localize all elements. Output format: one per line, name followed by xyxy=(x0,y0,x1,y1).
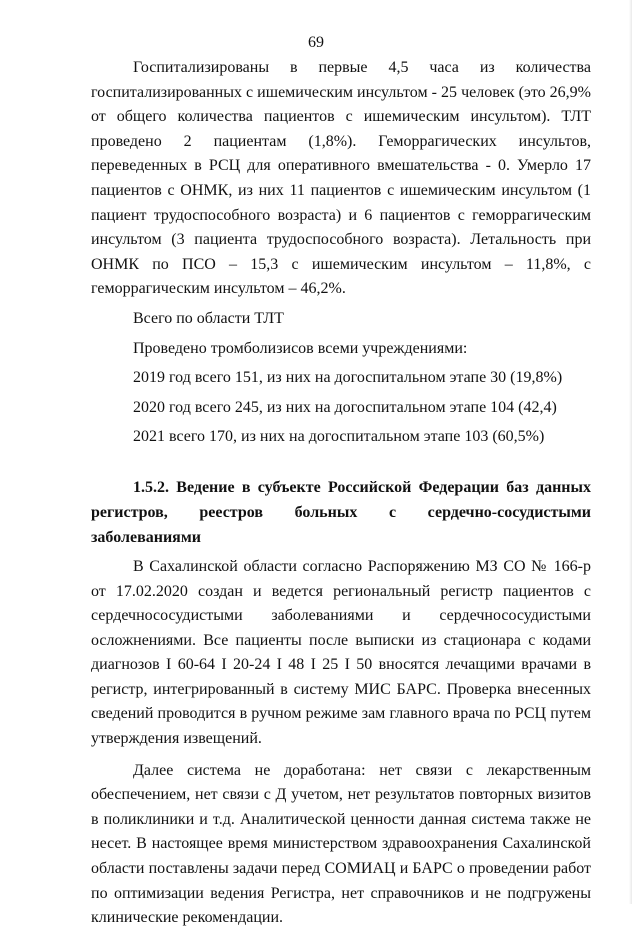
page-number: 69 xyxy=(308,34,324,51)
spacer xyxy=(91,752,591,759)
page-content xyxy=(91,56,591,931)
tlt-total-line: Всего по области ТЛТ xyxy=(133,309,284,327)
paragraph-registry: В Сахалинской области согласно Распоряжению МЗ СО № 166-р от 17.02.2020 создан и ведется региональный регистр пациентов с сердечнососудистыми заболеваниями и сердечнососудистыми осложнениями. Все пациенты после выписки из стационара с кодами диагнозов I 60-64 I 20-24 I 48 I 25 I 50 вносятся лечащими врачами в регистр, интегрированный в систему МИС БАРС. Проверка внесенных сведений проводится в ручном режиме зам главного врача по РСЦ путем утверждения извещений. xyxy=(91,557,591,748)
year-2021-line: 2021 всего 170, из них на догоспитальном этапе 103 (60,5%) xyxy=(133,428,545,446)
year-2020-line: 2020 год всего 245, из них на догоспитальном этапе 104 (42,4) xyxy=(133,398,557,416)
section-heading: 1.5.2. Ведение в субъекте Российской Федерации баз данных регистров, реестров больных с сердечно-сосудистыми заболеваниями xyxy=(91,478,591,546)
paragraph-system-limitations: Далее система не доработана: нет связи с лекарственным обеспечением, нет связи с Д учетом, нет результатов повторных визитов в поликлиники и т.д. Аналитической ценности данная система также не несет. В настоящее время министерством здравоохранения Сахалинской области поставлены задачи перед СОМИАЦ и БАРС о проведении работ по оптимизации ведения Регистра, нет справочников и не подгружены клинические рекомендации. xyxy=(91,761,591,927)
year-2019-line: 2019 год всего 151, из них на догоспитальном этапе 30 (19,8%) xyxy=(133,369,563,387)
thrombolysis-intro-line: Проведено тромболизисов всеми учреждениями: xyxy=(133,339,468,357)
paragraph-hospitalization: Госпитализированы в первые 4,5 часа из количества госпитализированных с ишемическим инсультом - 25 человек (это 26,9% от общего количества пациентов с ишемическим инсультом). ТЛТ проведено 2 пациентам (1,8%). Геморрагических инсультов, переведенных в РСЦ для оперативного вмешательства - 0. Умерло 17 пациентов с ОНМК, из них 11 пациентов с ишемическим инсультом (1 пациент трудоспособного возраста) и 6 пациентов с геморрагическим инсультом (3 пациента трудоспособного возраста). Летальность при ОНМК по ПСО – 15,3 с ишемическим инсультом – 11,8%, с геморрагическим инсультом – 46,2%. xyxy=(91,59,591,298)
spacer xyxy=(91,450,591,475)
